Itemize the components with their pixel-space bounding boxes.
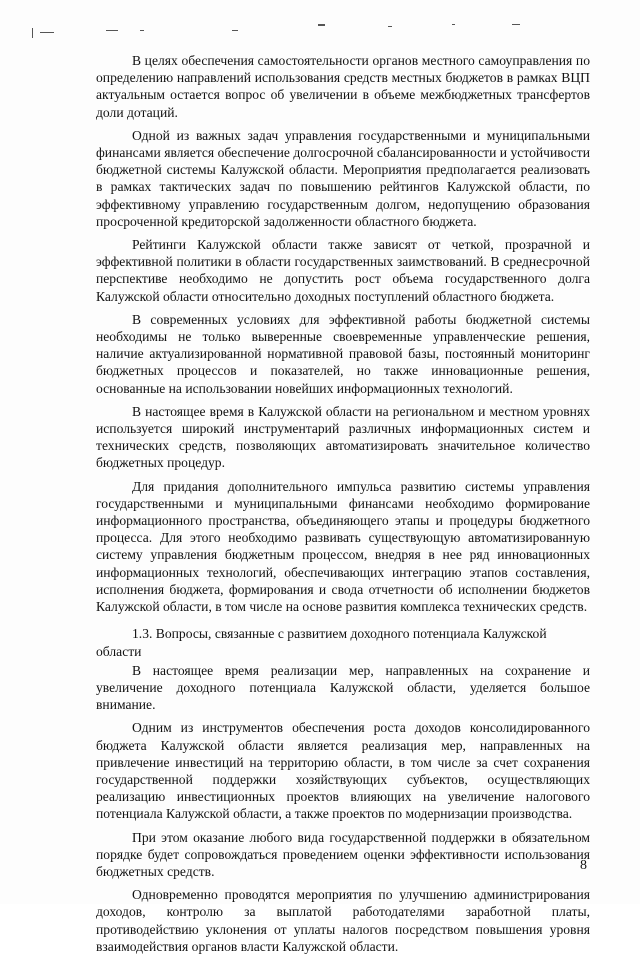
- paragraph: В настоящее время в Калужской области на региональном и местном уровнях используется широкий инструментарий различных информационных систем и технических средств, позволяющих автоматизировать значительное количество бюджетных процедур.: [96, 403, 590, 471]
- paragraph: При этом оказание любого вида государственной поддержки в обязательном порядке будет сопровождаться проведением оценки эффективности использования бюджетных средств.: [96, 829, 590, 879]
- scan-artifact: [40, 32, 54, 33]
- paragraph: Для придания дополнительного импульса развитию системы управления государственными и муниципальными финансами необходимо формирование информационного пространства, объединяющего этапы и процедуры бюджетного процесса. Для этого необходимо развивать существующую автоматизированную систему управления бюджетным процессом, внедряя в нее ряд инновационных информационных технологий, обеспечивающих интеграцию этапов составления, исполнения бюджета, формирования и свода отчетности об исполнении бюджетов Калужской области, в том числе на основе развития комплекса технических средств.: [96, 478, 590, 615]
- scan-artifact: [232, 30, 238, 31]
- paragraph: Рейтинги Калужской области также зависят от четкой, прозрачной и эффективной политики в области государственных заимствований. В среднесрочной перспективе необходимо не допустить рост объема государственного долга Калужской области относительно доходных поступлений областного бюджета.: [96, 237, 590, 304]
- paragraph: Одной из важных задач управления государственными и муниципальными финансами является обеспечение долгосрочной сбалансированности и устойчивости бюджетной системы Калужской области. Мероприятия предполагается реализовать в рамках тактических задач по повышению рейтингов Калужской области, по эффективному управлению государственным долгом, недопущению образования просроченной кредиторской задолженности областного бюджета.: [96, 127, 590, 229]
- scan-artifact: [140, 30, 144, 31]
- paragraph: В настоящее время реализации мер, направленных на сохранение и увеличение доходного потенциала Калужской области, уделяется большое внимание.: [96, 662, 590, 713]
- paragraph: В современных условиях для эффективной работы бюджетной системы необходимы не только выверенные своевременные управленческие решения, наличие актуализированной нормативной правовой базы, постоянный мониторинг бюджетных процессов и показателей, но также инновационные решения, основанные на использовании новейших информационных технологий.: [96, 311, 590, 396]
- paragraph: В целях обеспечения самостоятельности органов местного самоуправления по определению направлений использования средств местных бюджетов в рамках ВЦП актуальным остается вопрос об увеличении в объеме межбюджетных трансфертов доли дотаций.: [96, 53, 590, 120]
- body-text: [96, 52, 590, 961]
- paragraph: Одновременно проводятся мероприятия по улучшению администрирования доходов, контролю за выплатой работодателями заработной платы, противодействию уклонения от уплаты налогов посредством повышения уровня взаимодействия органов власти Калужской области.: [96, 887, 590, 954]
- scan-artifact: [452, 24, 455, 25]
- scan-artifact: [318, 24, 325, 26]
- scan-artifact: [32, 28, 33, 38]
- scan-artifact: [106, 30, 118, 31]
- scan-artifact: [512, 24, 520, 25]
- scan-artifact: [388, 26, 392, 27]
- paragraph: Одним из инструментов обеспечения роста доходов консолидированного бюджета Калужской области является реализация мер, направленных на привлечение инвестиций на территорию области, в том числе за счет сохранения государственной поддержки хозяйствующих субъектов, осуществляющих реализацию инвестиционных проектов влияющих на увеличение налогового потенциала Калужской области, а также проектов по модернизации производства.: [96, 720, 590, 822]
- scan-top-edge-artifacts: [0, 0, 640, 36]
- page-number: 8: [580, 858, 587, 873]
- section-heading: 1.3. Вопросы, связанные с развитием доходного потенциала Калужской области: [96, 626, 547, 659]
